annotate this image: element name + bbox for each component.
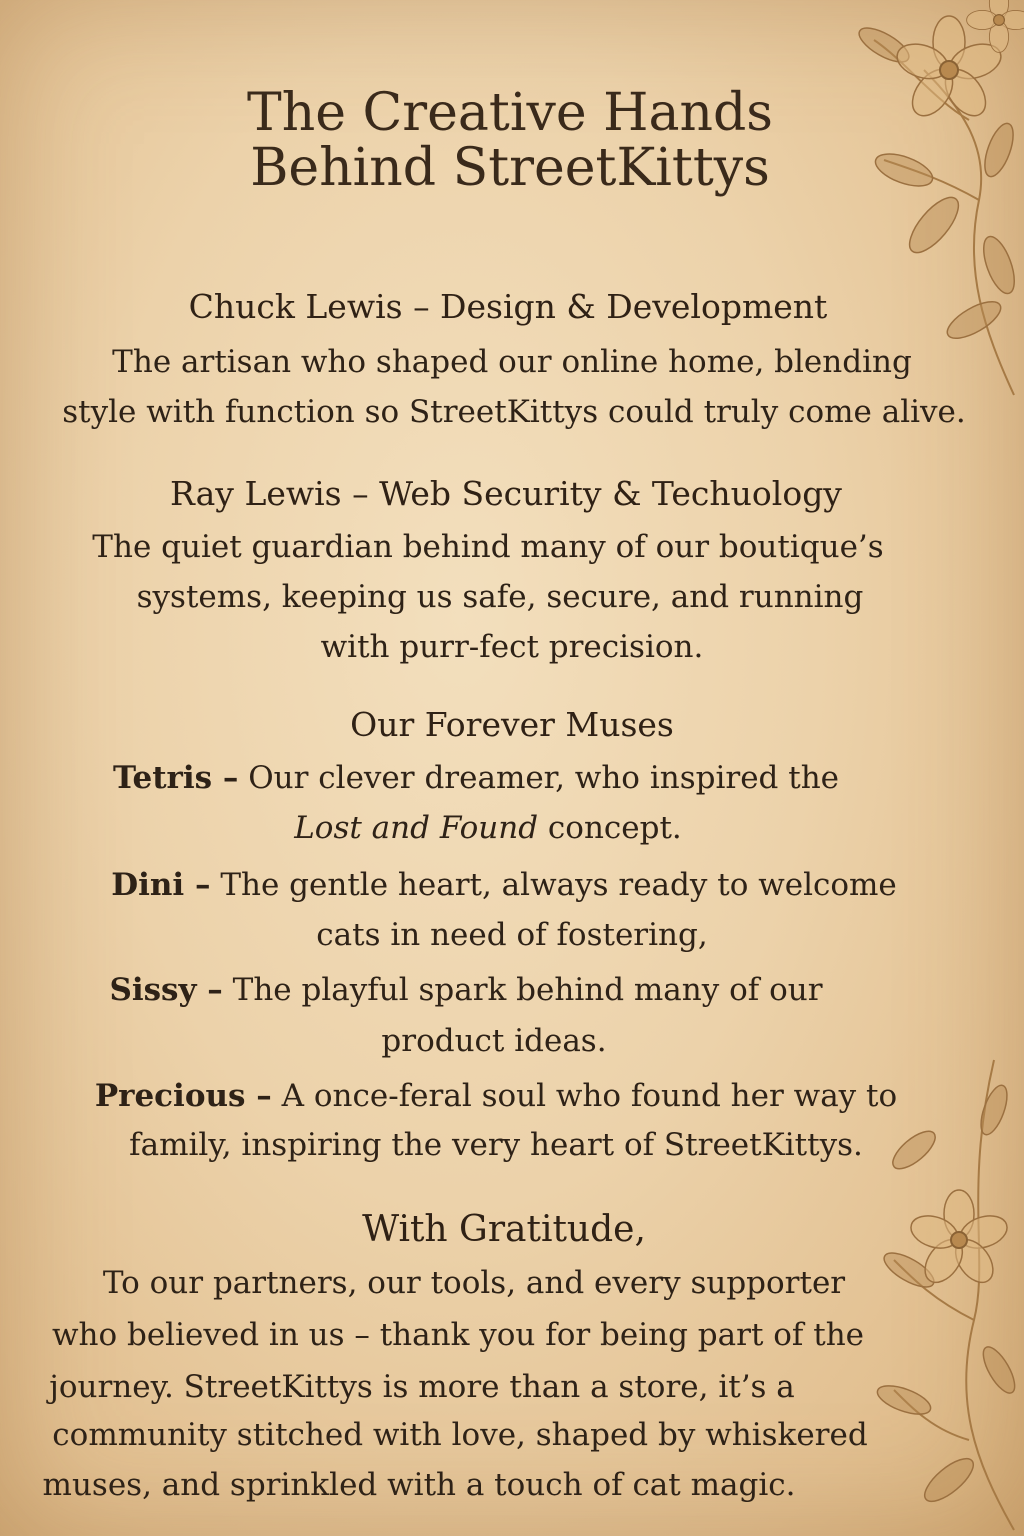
chuck-lewis-description-line-1: The artisan who shaped our online home, blending	[112, 344, 912, 380]
gratitude-text-line-2: who believed in us – thank you for being part of the	[51, 1317, 865, 1353]
muse-dini-line-2: cats in need of fostering,	[316, 917, 708, 953]
muse-precious-line-1	[0, 1078, 1008, 1114]
muse-sissy-text: The playful spark behind many of our	[222, 972, 823, 1008]
ray-lewis-heading: Ray Lewis – Web Security & Techuology	[170, 474, 842, 513]
page-title: The Creative Hands Behind StreetKittys	[247, 83, 773, 198]
muse-dini-line-1	[0, 867, 1016, 903]
gratitude-heading: With Gratitude,	[362, 1209, 646, 1250]
muse-dini-text: The gentle heart, always ready to welcome	[210, 867, 897, 903]
muse-tetris-line-1	[0, 760, 988, 796]
muse-precious-text: A once-feral soul who found her way to	[271, 1078, 898, 1114]
muse-dini-name: Dini –	[111, 867, 211, 903]
gratitude-text-line-3: journey. StreetKittys is more than a store, it’s a	[49, 1369, 795, 1405]
ray-lewis-description-line-1: The quiet guardian behind many of our boutique’s	[92, 529, 884, 565]
muse-tetris-line-2	[0, 810, 1000, 846]
muse-precious-name: Precious –	[94, 1078, 272, 1114]
muse-sissy-line-2: product ideas.	[381, 1023, 607, 1059]
gratitude-text-line-5: muses, and sprinkled with a touch of cat magic.	[42, 1467, 796, 1503]
floral-corner-top-right-illustration	[764, 0, 1024, 400]
muse-tetris-text-end: concept.	[538, 810, 682, 846]
forever-muses-heading: Our Forever Muses	[350, 705, 674, 744]
chuck-lewis-heading: Chuck Lewis – Design & Development	[188, 287, 828, 326]
gratitude-text-line-4: community stitched with love, shaped by whiskered	[52, 1417, 868, 1453]
chuck-lewis-description-line-2: style with function so StreetKittys could truly come alive.	[62, 394, 966, 430]
muse-tetris-name: Tetris –	[112, 760, 239, 796]
lost-and-found-concept-name: Lost and Found	[294, 810, 539, 846]
muse-sissy-line-1	[0, 972, 978, 1008]
ray-lewis-description-line-3: with purr-fect precision.	[320, 629, 704, 665]
muse-precious-line-2: family, inspiring the very heart of StreetKittys.	[129, 1127, 863, 1163]
gratitude-text-line-1: To our partners, our tools, and every supporter	[102, 1265, 846, 1301]
ray-lewis-description-line-2: systems, keeping us safe, secure, and running	[136, 579, 864, 615]
muse-tetris-text: Our clever dreamer, who inspired the	[238, 760, 840, 796]
muse-sissy-name: Sissy –	[109, 972, 223, 1008]
